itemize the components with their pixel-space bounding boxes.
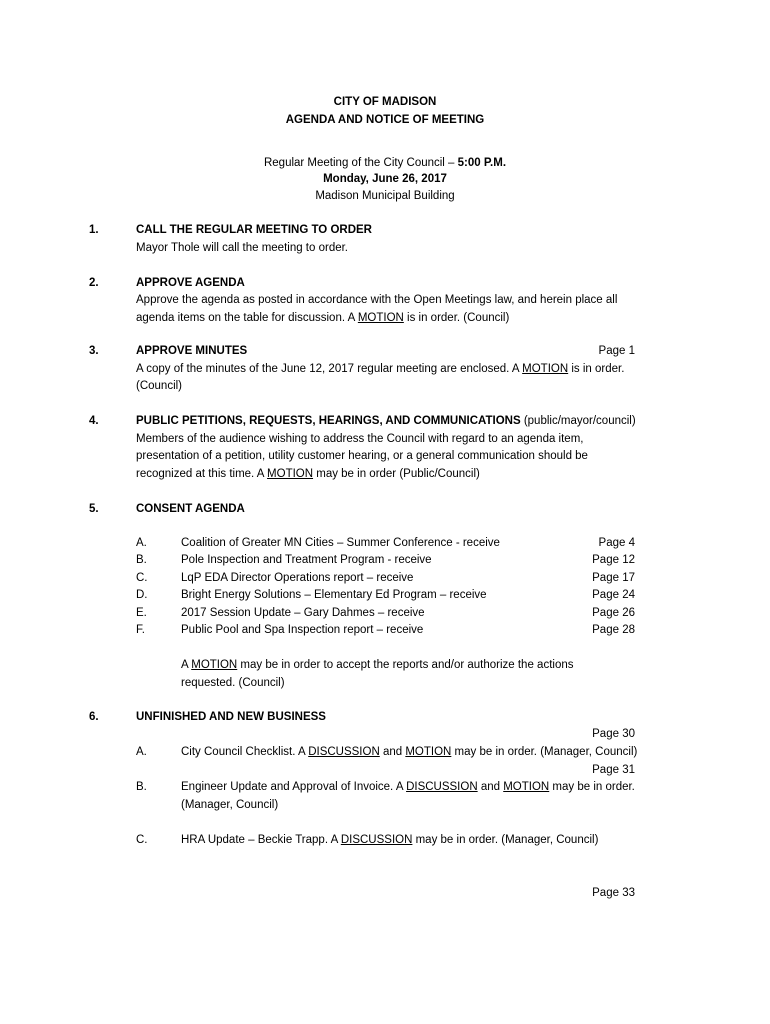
business-item-c-text: [181, 832, 598, 849]
business-item-a-page: Page 30: [592, 728, 635, 740]
motion-link: MOTION: [267, 468, 314, 480]
section-6-heading: UNFINISHED AND NEW BUSINESS: [136, 711, 326, 723]
section-6-number: 6.: [89, 711, 99, 723]
consent-item-text: Pole Inspection and Treatment Program - receive: [181, 554, 432, 566]
meeting-location: Madison Municipal Building: [315, 190, 455, 202]
motion-link: MOTION: [503, 781, 550, 793]
section-4-line-1: Members of the audience wishing to address the Council with regard to an agenda item,: [136, 433, 584, 445]
business-item-b-pre: Engineer Update and Approval of Invoice. A: [181, 781, 407, 793]
consent-item-page: Page 17: [592, 572, 635, 584]
city-name: CITY OF MADISON: [333, 96, 437, 108]
section-4-heading-line: [136, 413, 681, 430]
consent-item-text: Coalition of Greater MN Cities – Summer Conference - receive: [181, 537, 500, 549]
motion-link: MOTION: [522, 363, 569, 375]
section-4-line-3-post: may be in order (Public/Council): [313, 468, 480, 480]
section-4-line-3: [136, 466, 681, 483]
consent-item-page: Page 4: [598, 537, 635, 549]
consent-item-text: LqP EDA Director Operations report – receive: [181, 572, 414, 584]
trailing-page-ref: Page 33: [592, 887, 635, 899]
business-item-a-post: may be in order. (Manager, Council): [451, 746, 638, 758]
section-1-heading: CALL THE REGULAR MEETING TO ORDER: [136, 224, 372, 236]
section-5-heading: CONSENT AGENDA: [136, 503, 245, 515]
meeting-time: 5:00 P.M.: [457, 157, 507, 169]
business-item-b-page: Page 31: [592, 764, 635, 776]
section-2-line-2: [136, 310, 681, 327]
section-2-line-1: Approve the agenda as posted in accordance with the Open Meetings law, and herein place all: [136, 294, 618, 306]
section-2-line-2-pre: agenda items on the table for discussion. A: [136, 312, 358, 324]
motion-link: MOTION: [357, 312, 404, 324]
section-3-line-1-post: is in order.: [568, 363, 625, 375]
consent-item-page: Page 28: [592, 624, 635, 636]
consent-item-text: 2017 Session Update – Gary Dahmes – receive: [181, 607, 425, 619]
discussion-link: DISCUSSION: [308, 746, 380, 758]
consent-item-letter: F.: [136, 624, 145, 636]
business-item-b-letter: B.: [136, 781, 147, 793]
section-4-line-2: presentation of a petition, utility customer hearing, or a general communication should be: [136, 450, 588, 462]
business-item-b-post: may be in order.: [549, 781, 635, 793]
consent-item-page: Page 26: [592, 607, 635, 619]
section-3-heading: APPROVE MINUTES: [136, 345, 248, 357]
meeting-date: Monday, June 26, 2017: [323, 173, 447, 185]
business-item-a-pre: City Council Checklist. A: [181, 746, 309, 758]
consent-note-pre: A: [181, 659, 192, 671]
consent-item-text: Public Pool and Spa Inspection report – receive: [181, 624, 424, 636]
business-item-a-and: and: [379, 746, 406, 758]
business-item-a-letter: A.: [136, 746, 147, 758]
motion-link: MOTION: [191, 659, 238, 671]
consent-item-letter: C.: [136, 572, 148, 584]
consent-item-letter: D.: [136, 589, 148, 601]
section-2-number: 2.: [89, 277, 99, 289]
section-3-line-1-pre: A copy of the minutes of the June 12, 2017 regular meeting are enclosed. A: [136, 363, 523, 375]
consent-note-line-1: [181, 657, 573, 674]
discussion-link: DISCUSSION: [340, 834, 413, 846]
section-4-line-3-pre: recognized at this time. A: [136, 468, 268, 480]
consent-item-letter: E.: [136, 607, 147, 619]
meeting-type-text: Regular Meeting of the City Council –: [263, 157, 458, 169]
business-item-c-letter: C.: [136, 834, 148, 846]
business-item-c-post: may be in order. (Manager, Council): [412, 834, 599, 846]
section-1-number: 1.: [89, 224, 99, 236]
consent-item-letter: B.: [136, 554, 147, 566]
business-item-b-text: [181, 779, 635, 796]
consent-note-post: may be in order to accept the reports and/or authorize the actions: [237, 659, 574, 671]
section-2-heading: APPROVE AGENDA: [136, 277, 245, 289]
section-1-text: Mayor Thole will call the meeting to order.: [136, 242, 348, 254]
business-item-b-and: and: [477, 781, 504, 793]
section-2-line-2-post: is in order. (Council): [403, 312, 510, 324]
consent-item-text: Bright Energy Solutions – Elementary Ed Program – receive: [181, 589, 487, 601]
section-4-number: 4.: [89, 415, 99, 427]
section-4-heading-suffix: (public/mayor/council): [520, 415, 636, 427]
meeting-type: [0, 155, 770, 172]
consent-item-letter: A.: [136, 537, 147, 549]
section-5-number: 5.: [89, 503, 99, 515]
section-3-page: Page 1: [598, 345, 635, 357]
consent-item-page: Page 12: [592, 554, 635, 566]
discussion-link: DISCUSSION: [406, 781, 478, 793]
business-item-b-line-2: (Manager, Council): [181, 799, 279, 811]
business-item-c-pre: HRA Update – Beckie Trapp. A: [181, 834, 341, 846]
section-3-line-1: [136, 361, 681, 378]
section-4-heading: PUBLIC PETITIONS, REQUESTS, HEARINGS, AND COMMUNICATIONS: [136, 415, 521, 427]
motion-link: MOTION: [405, 746, 452, 758]
section-3-number: 3.: [89, 345, 99, 357]
consent-note-line-2: requested. (Council): [181, 677, 285, 689]
consent-item-page: Page 24: [592, 589, 635, 601]
section-3-line-2: (Council): [136, 380, 183, 392]
document-title: AGENDA AND NOTICE OF MEETING: [285, 114, 485, 126]
business-item-a-text: [181, 744, 637, 761]
